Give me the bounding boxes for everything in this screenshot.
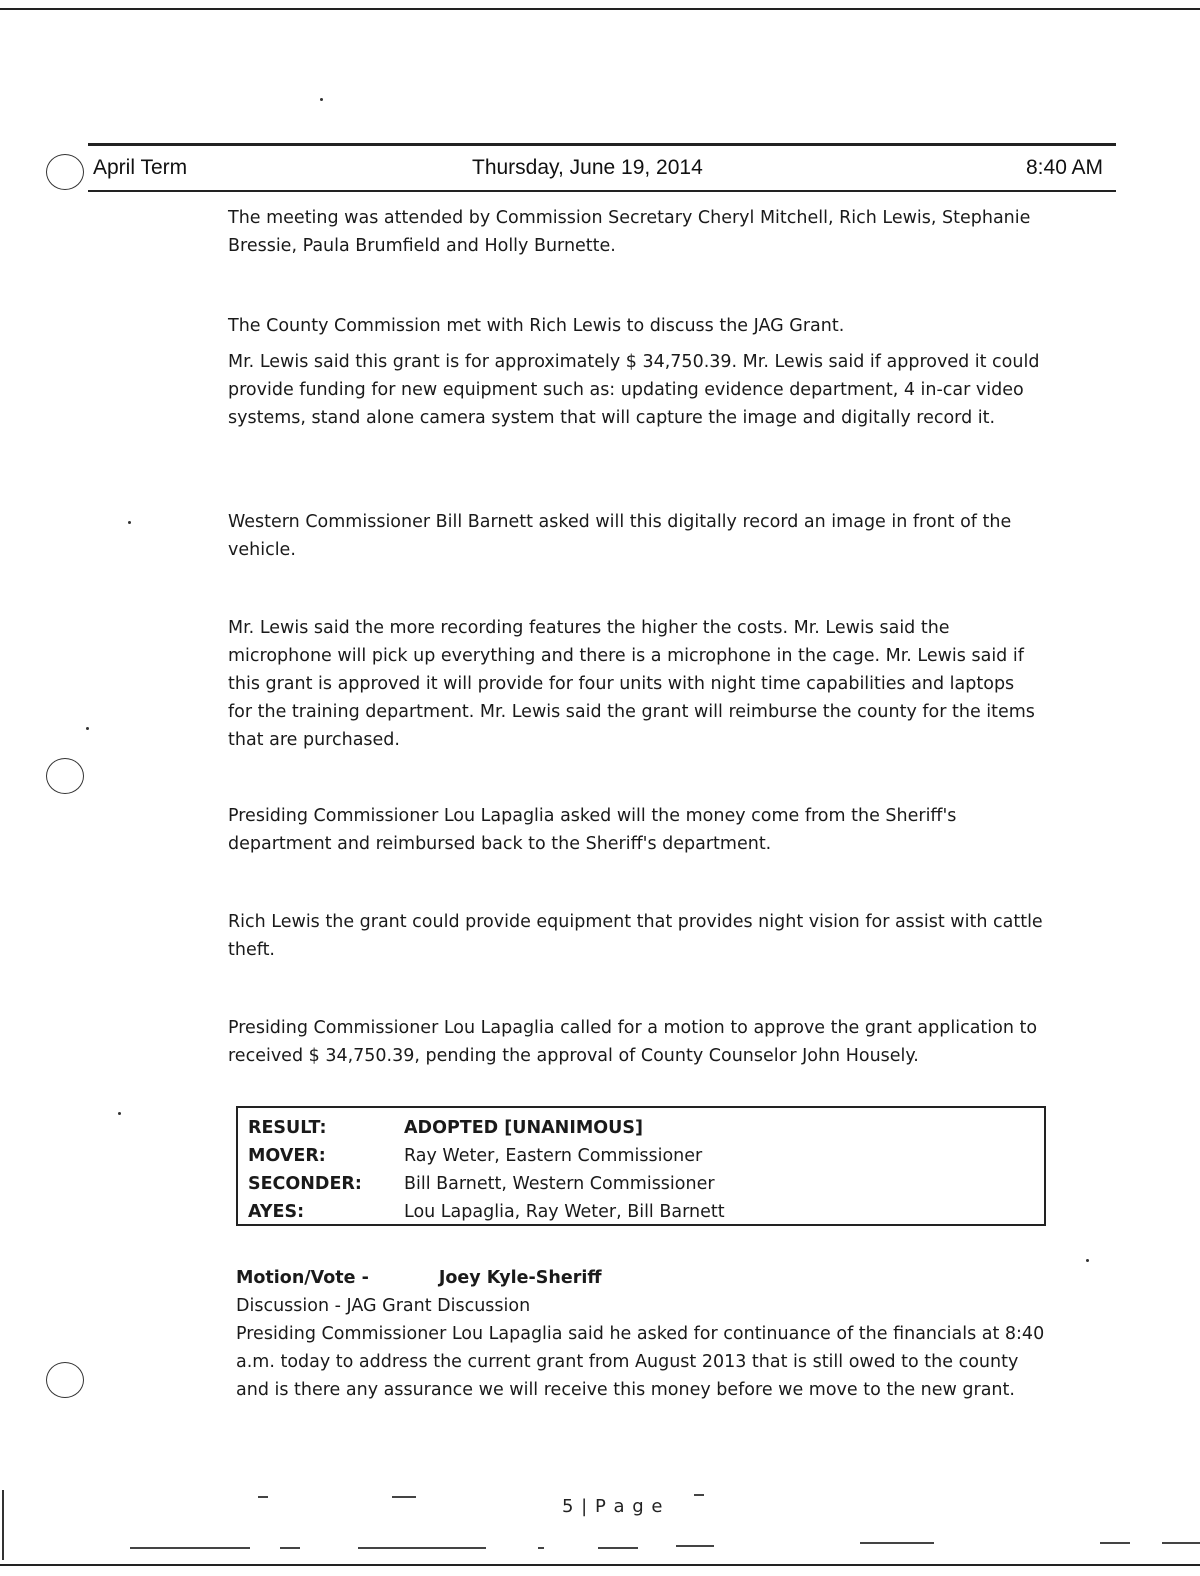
scan-speck xyxy=(320,98,323,101)
scan-speck xyxy=(1086,1259,1089,1262)
minutes-paragraph: Rich Lewis the grant could provide equipment that provides night vision for assist with cattle theft. xyxy=(228,912,1043,960)
result-value: ADOPTED [UNANIMOUS] xyxy=(404,1118,643,1138)
motion-request-paragraph: Presiding Commissioner Lou Lapaglia called for a motion to approve the grant application to received $ 34,750.39, pending the approval of County Counselor John Housely. xyxy=(228,1018,1038,1066)
header-rule-bottom xyxy=(88,190,1116,192)
scan-artifact xyxy=(258,1496,268,1498)
scan-artifact xyxy=(860,1542,934,1544)
ayes-label: AYES: xyxy=(248,1202,305,1222)
scan-artifact xyxy=(1100,1542,1130,1544)
scan-speck xyxy=(128,521,131,524)
punch-hole-middle xyxy=(46,758,84,794)
meeting-date: Thursday, June 19, 2014 xyxy=(472,156,703,179)
motion-subject: Joey Kyle-Sheriff xyxy=(438,1268,602,1288)
scan-artifact xyxy=(694,1494,704,1496)
scan-artifact xyxy=(130,1547,250,1549)
scan-left-edge xyxy=(2,1490,4,1560)
header-rule-top xyxy=(88,143,1116,146)
ayes-value: Lou Lapaglia, Ray Weter, Bill Barnett xyxy=(404,1202,725,1222)
mover-label: MOVER: xyxy=(248,1146,326,1166)
minutes-paragraph: The County Commission met with Rich Lewis to discuss the JAG Grant. xyxy=(228,316,845,336)
scan-artifact xyxy=(358,1547,486,1549)
motion-label: Motion/Vote - xyxy=(236,1268,369,1288)
minutes-paragraph: Presiding Commissioner Lou Lapaglia asked will the money come from the Sheriff's department and reimbursed back to the Sheriff's department. xyxy=(228,806,957,854)
minutes-paragraph: Mr. Lewis said the more recording features the higher the costs. Mr. Lewis said the microphone will pick up everything and there is a microphone in the cage. Mr. Lewis said if this grant is approved it will provide for four units with night time capabilities and laptops for the training department. Mr. Lewis said the grant will reimburse the county for the items that are purchased. xyxy=(228,618,1035,750)
result-label: RESULT: xyxy=(248,1118,327,1138)
scan-speck xyxy=(86,727,89,730)
scan-artifact xyxy=(538,1547,544,1549)
scan-speck xyxy=(118,1112,121,1115)
minutes-paragraph: Western Commissioner Bill Barnett asked will this digitally record an image in front of the vehicle. xyxy=(228,512,1012,560)
scan-artifact xyxy=(392,1496,416,1498)
vote-result-box xyxy=(236,1106,1046,1226)
motion-text: Presiding Commissioner Lou Lapaglia said he asked for continuance of the financials at 8:40 a.m. today to address the current grant from August 2013 that is still owed to the county and is there any assurance we will receive this money before we move to the new grant. xyxy=(236,1324,1045,1400)
discussion-line: Discussion - JAG Grant Discussion xyxy=(236,1296,531,1316)
seconder-value: Bill Barnett, Western Commissioner xyxy=(404,1174,715,1194)
scan-artifact xyxy=(676,1545,714,1547)
attendance-paragraph: The meeting was attended by Commission Secretary Cheryl Mitchell, Rich Lewis, Stephanie Bressie, Paula Brumfield and Holly Burnette. xyxy=(228,208,1031,256)
motion-heading xyxy=(236,1264,1051,1292)
motion-section xyxy=(236,1264,1051,1404)
page-number: 5 | P a g e xyxy=(562,1496,664,1517)
scan-artifact xyxy=(598,1547,638,1549)
mover-value: Ray Weter, Eastern Commissioner xyxy=(404,1146,703,1166)
minutes-paragraph: Mr. Lewis said this grant is for approximately $ 34,750.39. Mr. Lewis said if approved it could provide funding for new equipment such as: updating evidence department, 4 in-car video systems, stand alone camera system that will capture the image and digitally record it. xyxy=(228,352,1040,428)
scan-top-edge xyxy=(0,8,1200,10)
scan-artifact xyxy=(1162,1542,1200,1544)
seconder-label: SECONDER: xyxy=(248,1174,362,1194)
punch-hole-top xyxy=(46,154,84,190)
meeting-time: 8:40 AM xyxy=(1026,156,1104,179)
punch-hole-bottom xyxy=(46,1362,84,1398)
scan-artifact xyxy=(280,1547,300,1549)
scan-bottom-edge xyxy=(0,1564,1200,1566)
term-label: April Term xyxy=(93,156,188,179)
